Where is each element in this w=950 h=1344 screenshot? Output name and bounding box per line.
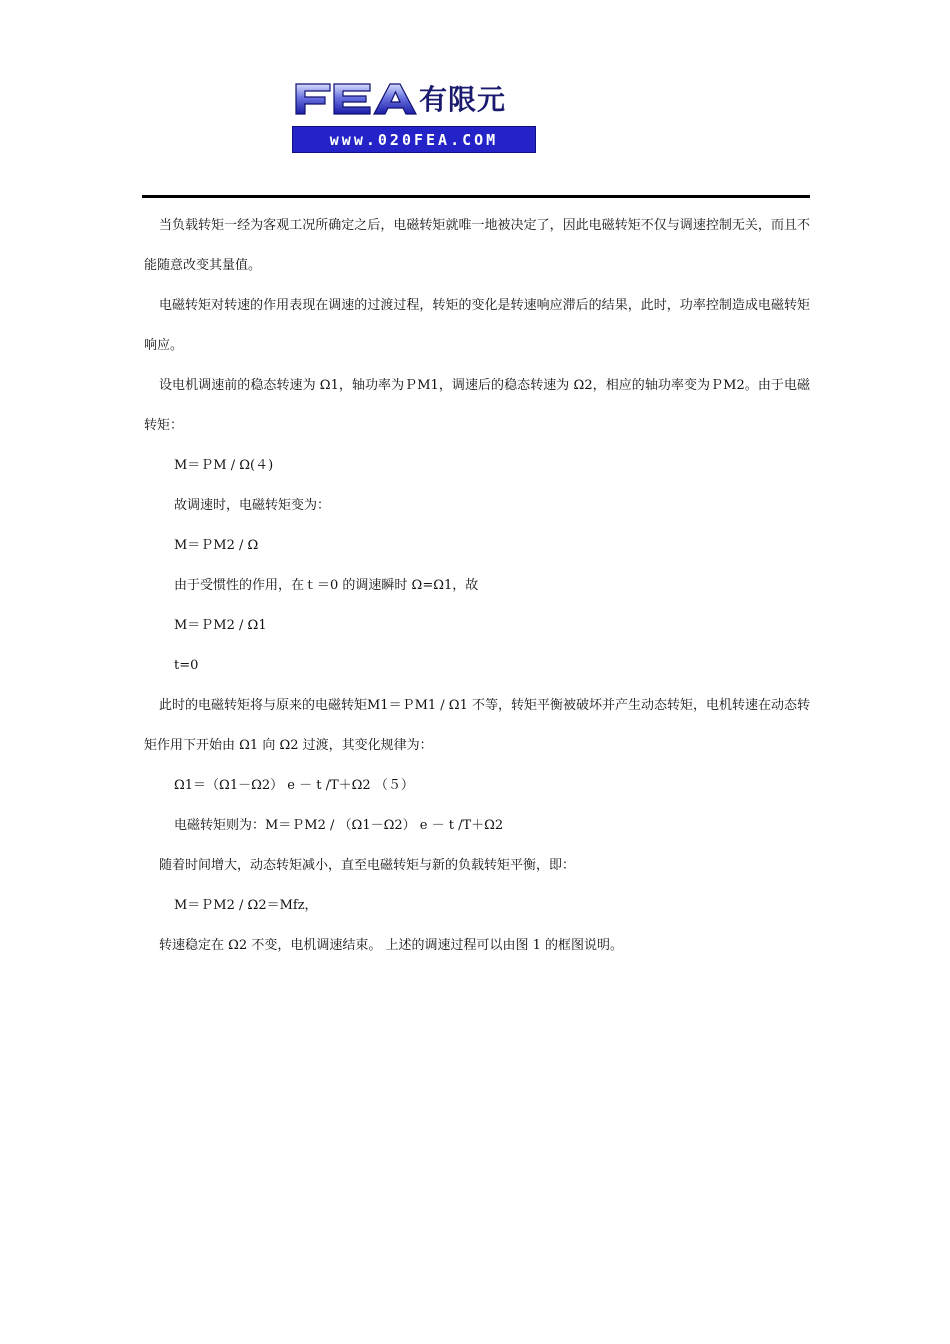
article-body — [144, 206, 810, 966]
logo-chinese-text: 有限元 — [419, 83, 507, 116]
paragraph: 转速稳定在 Ω2 不变，电机调速结束。 上述的调速过程可以由图 1 的框图说明。 — [159, 938, 623, 953]
equation-line: 故调速时，电磁转矩变为： — [174, 498, 331, 513]
equation-line: M＝ＰM2 / Ω — [174, 538, 259, 553]
paragraph: 设电机调速前的稳态转速为 Ω1，轴功率为ＰM1，调速后的稳态转速为 Ω2，相应的轴功率变为ＰM2。由于电磁转矩： — [144, 378, 810, 433]
paragraph: 此时的电磁转矩将与原来的电磁转矩M1＝ＰM1 / Ω1 不等，转矩平衡被破坏并产生动态转矩，电机转速在动态转矩作用下开始由 Ω1 向 Ω2 过渡，其变化规律为： — [144, 698, 810, 753]
equation-line: M＝ＰM / Ω(４) — [174, 458, 274, 473]
site-logo — [292, 74, 538, 154]
logo-url-text: www.020FEA.COM — [329, 130, 499, 149]
logo-url-bar — [292, 126, 536, 153]
equation-line: t=0 — [174, 658, 199, 673]
paragraph: 随着时间增大，动态转矩减小，直至电磁转矩与新的负载转矩平衡，即： — [159, 858, 576, 873]
paragraph: 电磁转矩对转速的作用表现在调速的过渡过程，转矩的变化是转速响应滞后的结果，此时，功率控制造成电磁转矩响应。 — [144, 298, 810, 353]
paragraph: 当负载转矩一经为客观工况所确定之后，电磁转矩就唯一地被决定了，因此电磁转矩不仅与调速控制无关，而且不能随意改变其量值。 — [144, 218, 810, 273]
equation-line: M＝ＰM2 / Ω1 — [174, 618, 267, 633]
header-divider — [142, 195, 810, 198]
equation-line: 由于受惯性的作用，在ｔ＝0 的调速瞬时 Ω=Ω1，故 — [174, 578, 479, 593]
equation-line: M＝ＰM2 / Ω2＝Mfz， — [174, 898, 318, 913]
equation-line: Ω1＝（Ω1－Ω2） e － t /T＋Ω2 （５） — [174, 778, 414, 793]
equation-line: 电磁转矩则为：M＝ＰM2 / （Ω1－Ω2） e － t /T＋Ω2 — [174, 818, 504, 833]
